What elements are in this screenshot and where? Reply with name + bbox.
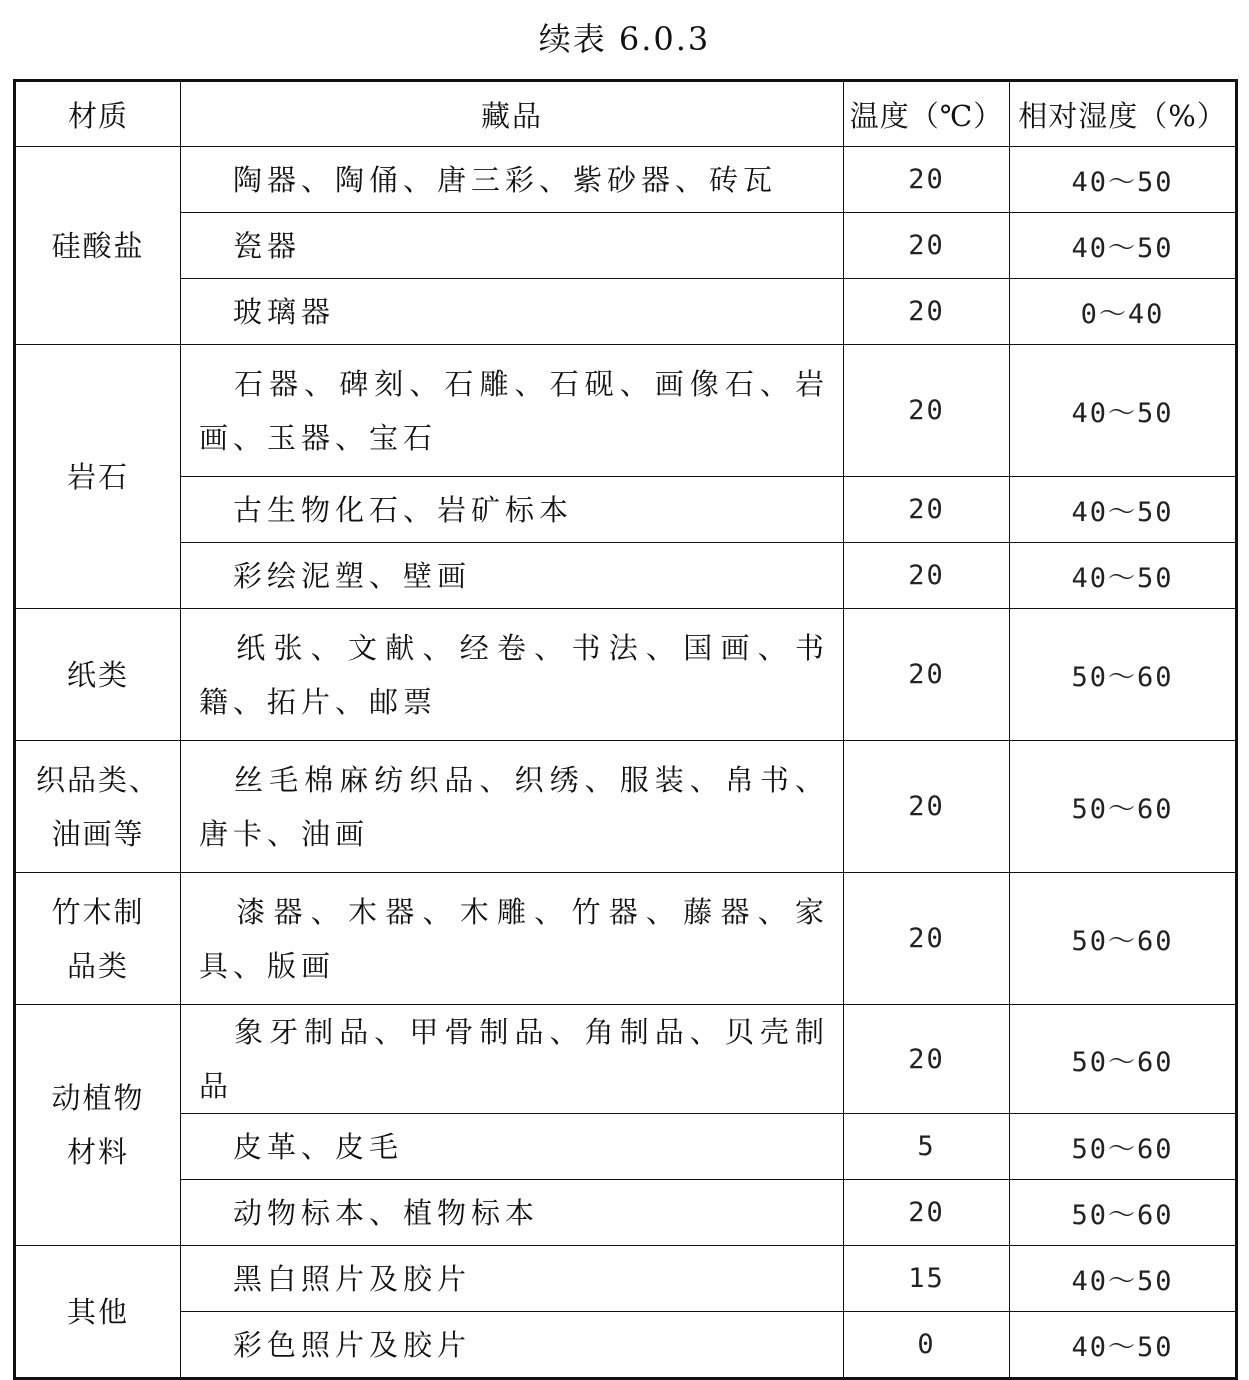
table-row <box>15 213 1237 279</box>
humidity-cell: 50～60 <box>1010 1005 1237 1114</box>
humidity-cell: 40～50 <box>1010 345 1237 477</box>
item-cell: 陶器、陶俑、唐三彩、紫砂器、砖瓦 <box>181 147 844 213</box>
humidity-cell: 40～50 <box>1010 1246 1237 1312</box>
item-cell: 纸张、文献、经卷、书法、国画、书籍、拓片、邮票 <box>181 609 844 741</box>
item-cell: 彩色照片及胶片 <box>181 1312 844 1379</box>
table-row <box>15 543 1237 609</box>
item-cell: 皮革、皮毛 <box>181 1114 844 1180</box>
material-cell: 其他 <box>15 1246 181 1379</box>
table-row <box>15 1114 1237 1180</box>
humidity-cell: 50～60 <box>1010 741 1237 873</box>
material-cell: 织品类、油画等 <box>15 741 181 873</box>
temperature-cell: 20 <box>844 213 1010 279</box>
humidity-cell: 50～60 <box>1010 609 1237 741</box>
temperature-cell: 0 <box>844 1312 1010 1379</box>
humidity-cell: 40～50 <box>1010 1312 1237 1379</box>
material-cell: 硅酸盐 <box>15 147 181 345</box>
item-cell: 瓷器 <box>181 213 844 279</box>
item-cell: 动物标本、植物标本 <box>181 1180 844 1246</box>
humidity-cell: 40～50 <box>1010 147 1237 213</box>
header-material: 材质 <box>15 81 181 147</box>
table-row <box>15 477 1237 543</box>
item-cell: 象牙制品、甲骨制品、角制品、贝壳制品 <box>181 1005 844 1114</box>
temperature-cell: 20 <box>844 147 1010 213</box>
temperature-cell: 15 <box>844 1246 1010 1312</box>
item-cell: 黑白照片及胶片 <box>181 1246 844 1312</box>
temperature-cell: 20 <box>844 477 1010 543</box>
humidity-cell: 40～50 <box>1010 477 1237 543</box>
item-cell: 漆器、木器、木雕、竹器、藤器、家具、版画 <box>181 873 844 1005</box>
table-row <box>15 1312 1237 1379</box>
temperature-cell: 20 <box>844 873 1010 1005</box>
humidity-cell: 40～50 <box>1010 213 1237 279</box>
item-cell: 玻璃器 <box>181 279 844 345</box>
header-humidity: 相对湿度（%） <box>1010 81 1237 147</box>
temperature-cell: 20 <box>844 345 1010 477</box>
table-row <box>15 279 1237 345</box>
humidity-cell: 50～60 <box>1010 1180 1237 1246</box>
material-cell: 竹木制品类 <box>15 873 181 1005</box>
table-row <box>15 1180 1237 1246</box>
table-header-row <box>15 81 1237 147</box>
temperature-cell: 20 <box>844 609 1010 741</box>
item-cell: 彩绘泥塑、壁画 <box>181 543 844 609</box>
temperature-cell: 5 <box>844 1114 1010 1180</box>
temperature-cell: 20 <box>844 543 1010 609</box>
storage-conditions-table <box>13 79 1238 1380</box>
item-cell: 古生物化石、岩矿标本 <box>181 477 844 543</box>
table-row <box>15 1005 1237 1114</box>
table-row <box>15 1246 1237 1312</box>
item-cell: 丝毛棉麻纺织品、织绣、服装、帛书、唐卡、油画 <box>181 741 844 873</box>
table-row <box>15 609 1237 741</box>
temperature-cell: 20 <box>844 1005 1010 1114</box>
header-temperature: 温度（℃） <box>844 81 1010 147</box>
humidity-cell: 40～50 <box>1010 543 1237 609</box>
table-row <box>15 741 1237 873</box>
table-row <box>15 147 1237 213</box>
table-title: 续表 6.0.3 <box>538 20 711 58</box>
temperature-cell: 20 <box>844 741 1010 873</box>
material-cell: 动植物材料 <box>15 1005 181 1246</box>
material-cell: 纸类 <box>15 609 181 741</box>
header-item: 藏品 <box>181 81 844 147</box>
temperature-cell: 20 <box>844 1180 1010 1246</box>
temperature-cell: 20 <box>844 279 1010 345</box>
table-row <box>15 873 1237 1005</box>
humidity-cell: 50～60 <box>1010 1114 1237 1180</box>
humidity-cell: 0～40 <box>1010 279 1237 345</box>
item-cell: 石器、碑刻、石雕、石砚、画像石、岩画、玉器、宝石 <box>181 345 844 477</box>
material-cell: 岩石 <box>15 345 181 609</box>
humidity-cell: 50～60 <box>1010 873 1237 1005</box>
table-row <box>15 345 1237 477</box>
